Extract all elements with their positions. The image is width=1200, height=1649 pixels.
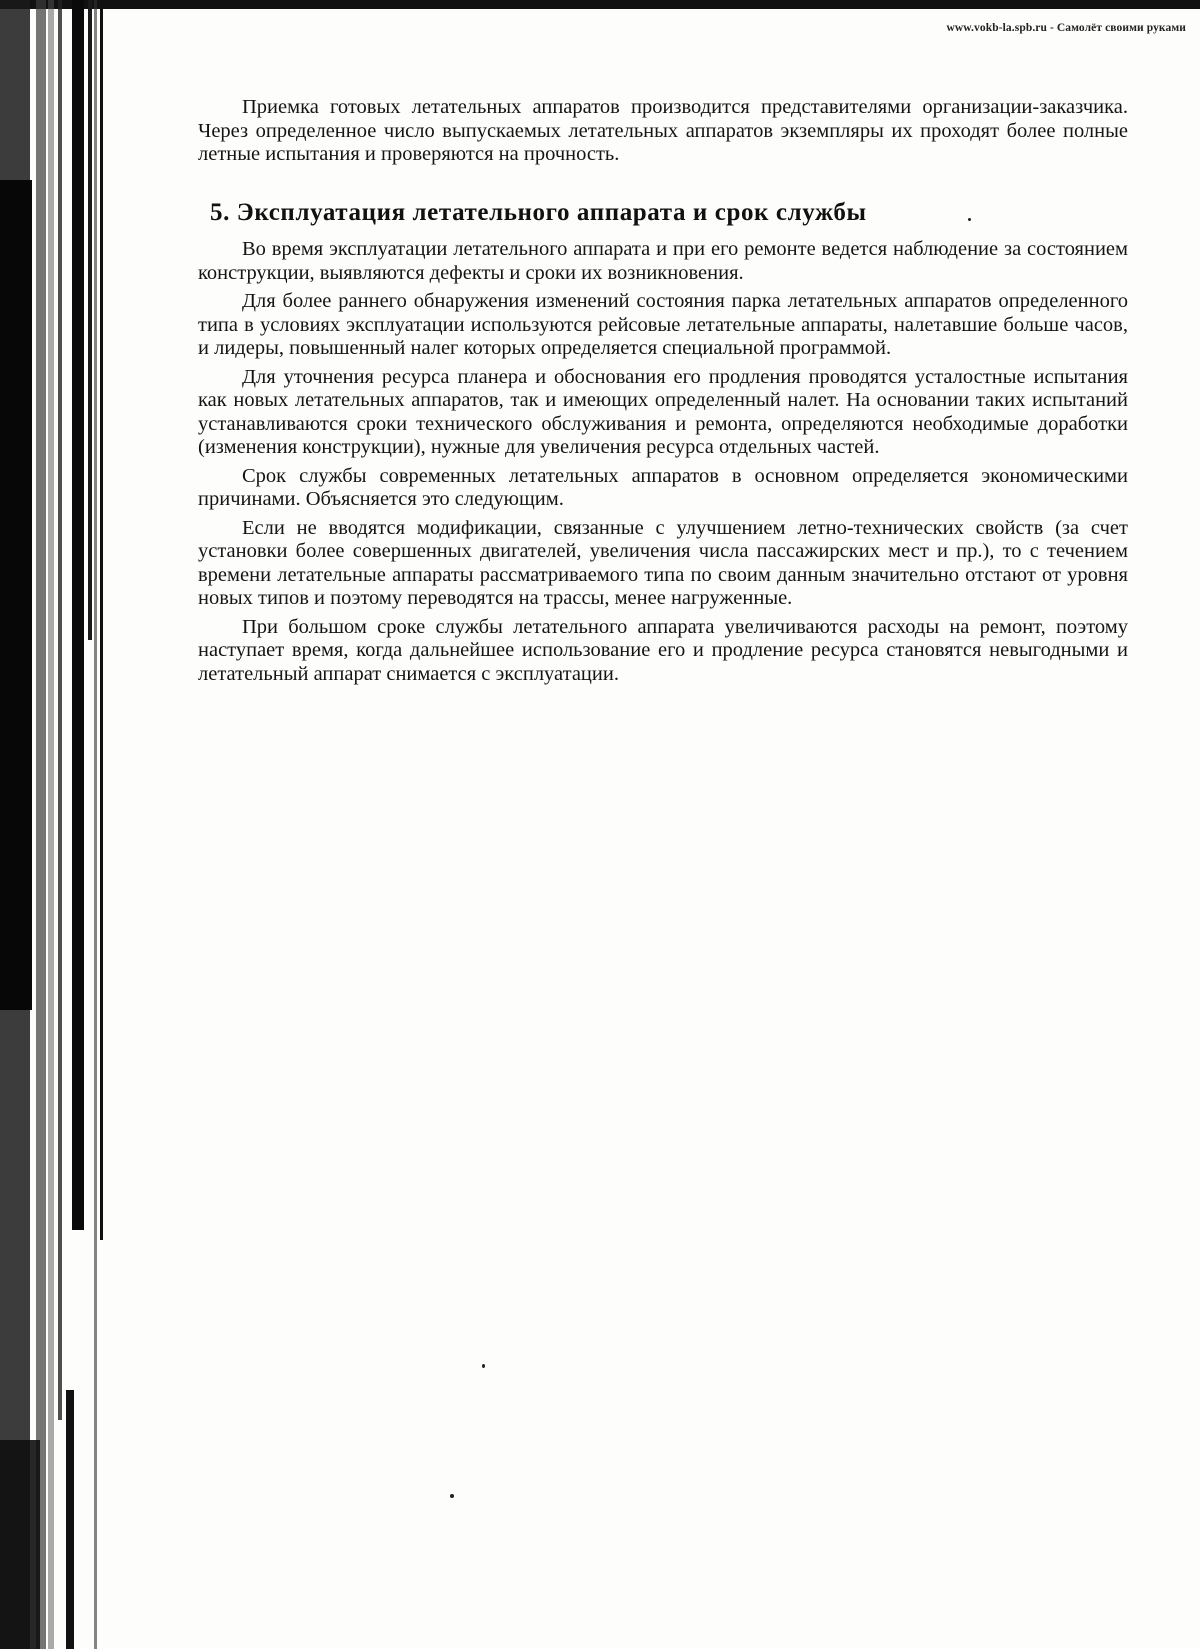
section-paragraph-5: Если не вводятся модификации, связанные с улучшением летно-технических свойств (за счет установки более совершенных двигателей, увеличения числа пассажирских мест и пр.), то с течением времени летательные аппараты рассматриваемого типа по своим данным значительно отстают от уровня новых типов и поэтому переводятся на трассы, менее нагруженные. [198, 516, 1128, 609]
intro-paragraph: Приемка готовых летательных аппаратов производится представителями организации-заказчика. Через определенное число выпускаемых летательных аппаратов экземпляры их проходят более полные летные испытания и проверяются на прочность. [198, 96, 1128, 165]
running-header: www.vokb-la.spb.ru - Самолёт своими руками [946, 22, 1186, 34]
scan-speck [450, 1494, 454, 1498]
section-paragraph-3: Для уточнения ресурса планера и обоснования его продления проводятся усталостные испытания как новых летательных аппаратов, так и имеющих определенный налет. На основании таких испытаний устанавливаются сроки технического обслуживания и ремонта, определяются необходимые доработки (изменения конструкции), нужные для увеличения ресурса отдельных частей. [198, 365, 1128, 458]
scan-speck [482, 1364, 485, 1368]
section-paragraph-2: Для более раннего обнаружения изменений состояния парка летательных аппаратов определенного типа в условиях эксплуатации используются рейсовые летательные аппараты, налетавшие больше часов, и лидеры, повышенный налег которых определяется специальной программой. [198, 290, 1128, 359]
section-paragraph-1: Во время эксплуатации летательного аппарата и при его ремонте ведется наблюдение за состоянием конструкции, выявляются дефекты и сроки их возникновения. [198, 238, 1128, 284]
page-body [198, 96, 1128, 691]
scan-speck [968, 218, 971, 221]
section-heading: 5. Эксплуатация летательного аппарата и срок службы [210, 198, 867, 226]
binding-edge [0, 0, 112, 1649]
top-scan-edge [0, 0, 1200, 9]
section-paragraph-4: Срок службы современных летательных аппаратов в основном определяется экономическими причинами. Объясняется это следующим. [198, 464, 1128, 510]
section-paragraph-6: При большом сроке службы летательного аппарата увеличиваются расходы на ремонт, поэтому наступает время, когда дальнейшее использование его и продление ресурса становятся невыгодными и летательный аппарат снимается с эксплуатации. [198, 615, 1128, 685]
